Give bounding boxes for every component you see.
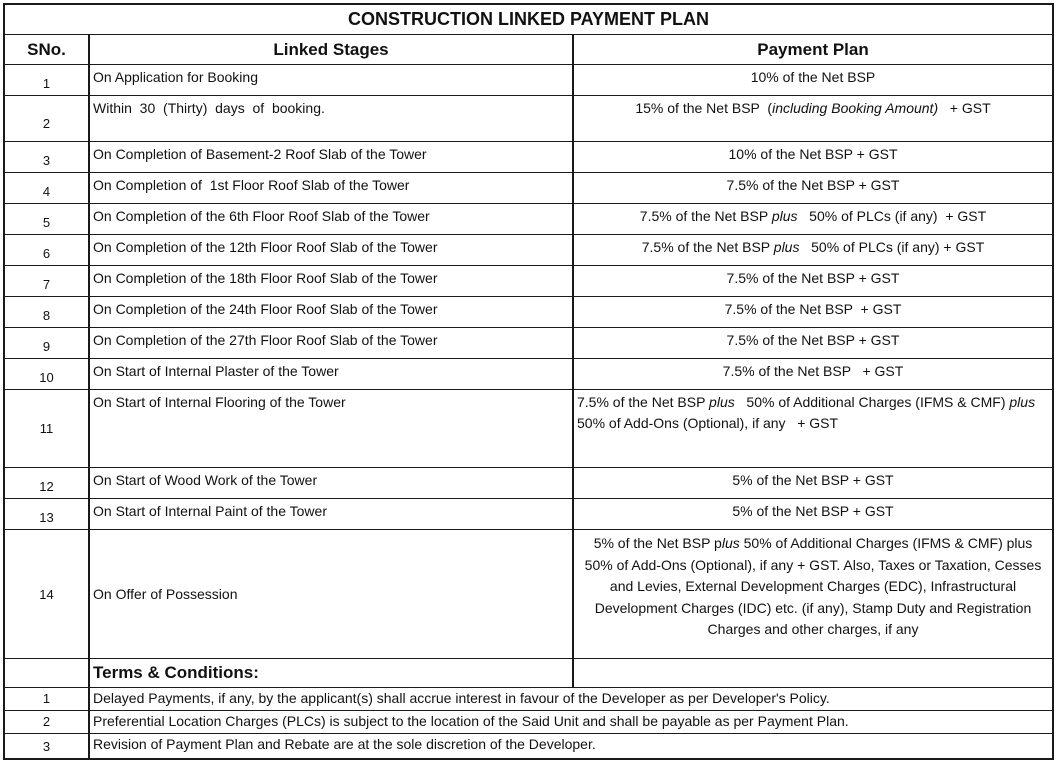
row-sno: 13 — [5, 499, 90, 529]
row-sno: 3 — [5, 142, 90, 172]
terms-item-text: Delayed Payments, if any, by the applicant(s) shall accrue interest in favour of the Developer as per Developer's Policy. — [93, 690, 830, 706]
header-payment-plan: Payment Plan — [757, 40, 869, 59]
table-title-row — [5, 5, 1052, 35]
row-stage: On Completion of the 18th Floor Roof Slab of the Tower — [90, 266, 574, 296]
plan-text: 50% of Additional Charges (IFMS & CMF) plus 50% of Add-Ons (Optional), if any + GST. Also, Taxes or Taxation, Cesses and Levies, External Development Charges (EDC), Infrastructural Development Charges (IDC) etc. (if any), Stamp Duty and Registration Charges and other charges, if any — [584, 535, 1042, 637]
plan-text: 50% of Add-Ons (Optional), if any + GST — [577, 415, 839, 431]
table-row — [5, 468, 1052, 499]
table-title: CONSTRUCTION LINKED PAYMENT PLAN — [347, 9, 709, 29]
row-plan: 7.5% of the Net BSP + GST — [726, 270, 900, 286]
table-row — [5, 390, 1052, 468]
row-stage: On Completion of Basement-2 Roof Slab of the Tower — [90, 142, 574, 172]
row-sno: 11 — [5, 390, 90, 467]
row-stage: On Start of Internal Plaster of the Tower — [90, 359, 574, 389]
row-plan: 10% of the Net BSP + GST — [728, 146, 898, 162]
row-plan — [574, 530, 1052, 658]
table-row — [5, 499, 1052, 530]
plan-text: 50% of Additional Charges (IFMS & CMF) — [734, 394, 1010, 410]
row-plan: 7.5% of the Net BSP + GST — [724, 301, 902, 317]
table-row — [5, 173, 1052, 204]
header-sno: SNo. — [5, 35, 90, 64]
plan-text: 50% of PLCs (if any) + GST — [799, 239, 985, 255]
table-row — [5, 204, 1052, 235]
plan-italic-text: lus — [721, 535, 740, 551]
row-plan — [574, 235, 1052, 265]
plan-text: 7.5% of the Net BSP — [639, 208, 772, 224]
row-sno: 2 — [5, 96, 90, 141]
header-linked-stages: Linked Stages — [90, 35, 574, 64]
terms-item-text: Preferential Location Charges (PLCs) is subject to the location of the Said Unit and shall be payable as per Payment Plan. — [93, 713, 849, 729]
row-plan — [574, 204, 1052, 234]
row-stage: On Offer of Possession — [90, 530, 574, 658]
row-sno: 4 — [5, 173, 90, 203]
plan-text: + GST — [938, 100, 991, 116]
plan-text: 15% of the Net BSP ( — [635, 100, 773, 116]
table-row — [5, 142, 1052, 173]
terms-item — [5, 688, 1052, 711]
row-sno: 9 — [5, 328, 90, 358]
plan-text: 50% of PLCs (if any) + GST — [797, 208, 987, 224]
terms-item-sno: 1 — [5, 688, 90, 710]
table-row — [5, 530, 1052, 659]
payment-plan-table — [3, 3, 1054, 760]
plan-italic-text: plus — [1009, 394, 1036, 410]
table-row — [5, 359, 1052, 390]
plan-text: 7.5% of the Net BSP — [641, 239, 774, 255]
header-row — [5, 35, 1052, 65]
table-row — [5, 297, 1052, 328]
plan-italic-text: including Booking Amount) — [772, 100, 939, 116]
terms-item-sno: 2 — [5, 711, 90, 733]
plan-text: 7.5% of the Net BSP — [577, 394, 710, 410]
row-sno: 5 — [5, 204, 90, 234]
terms-heading: Terms & Conditions: — [90, 659, 574, 687]
terms-heading-row — [5, 659, 1052, 688]
row-stage: On Completion of the 27th Floor Roof Slab of the Tower — [90, 328, 574, 358]
row-stage: On Completion of the 24th Floor Roof Slab of the Tower — [90, 297, 574, 327]
terms-item-text: Revision of Payment Plan and Rebate are at the sole discretion of the Developer. — [93, 736, 596, 752]
row-sno: 14 — [5, 530, 90, 658]
plan-italic-text: plus — [771, 208, 798, 224]
terms-item — [5, 734, 1052, 758]
terms-item — [5, 711, 1052, 734]
row-stage: On Start of Internal Paint of the Tower — [90, 499, 574, 529]
plan-text: 5% of the Net BSP p — [593, 535, 722, 551]
row-plan: 10% of the Net BSP — [750, 69, 876, 85]
terms-sno-blank — [5, 659, 90, 687]
row-plan: 7.5% of the Net BSP + GST — [726, 332, 900, 348]
plan-italic-text: plus — [773, 239, 800, 255]
row-sno: 8 — [5, 297, 90, 327]
terms-item-sno: 3 — [5, 734, 90, 758]
row-plan — [574, 390, 1052, 467]
row-stage: On Application for Booking — [90, 65, 574, 95]
row-plan: 7.5% of the Net BSP + GST — [722, 363, 904, 379]
table-row — [5, 235, 1052, 266]
row-stage: On Start of Wood Work of the Tower — [90, 468, 574, 498]
row-stage: On Completion of the 12th Floor Roof Slab of the Tower — [90, 235, 574, 265]
row-plan — [574, 96, 1052, 141]
row-sno: 7 — [5, 266, 90, 296]
row-sno: 6 — [5, 235, 90, 265]
row-sno: 12 — [5, 468, 90, 498]
row-stage: On Start of Internal Flooring of the Tower — [90, 390, 574, 467]
row-sno: 10 — [5, 359, 90, 389]
row-sno: 1 — [5, 65, 90, 95]
terms-plan-blank — [574, 659, 1052, 687]
row-stage: On Completion of the 6th Floor Roof Slab of the Tower — [90, 204, 574, 234]
row-plan: 5% of the Net BSP + GST — [732, 503, 894, 519]
row-stage: On Completion of 1st Floor Roof Slab of the Tower — [90, 173, 574, 203]
row-plan: 7.5% of the Net BSP + GST — [726, 177, 900, 193]
row-plan: 5% of the Net BSP + GST — [732, 472, 894, 488]
plan-italic-text: plus — [709, 394, 735, 410]
row-stage: Within 30 (Thirty) days of booking. — [90, 96, 574, 141]
table-row — [5, 266, 1052, 297]
table-row — [5, 328, 1052, 359]
table-row — [5, 96, 1052, 142]
table-row — [5, 65, 1052, 96]
